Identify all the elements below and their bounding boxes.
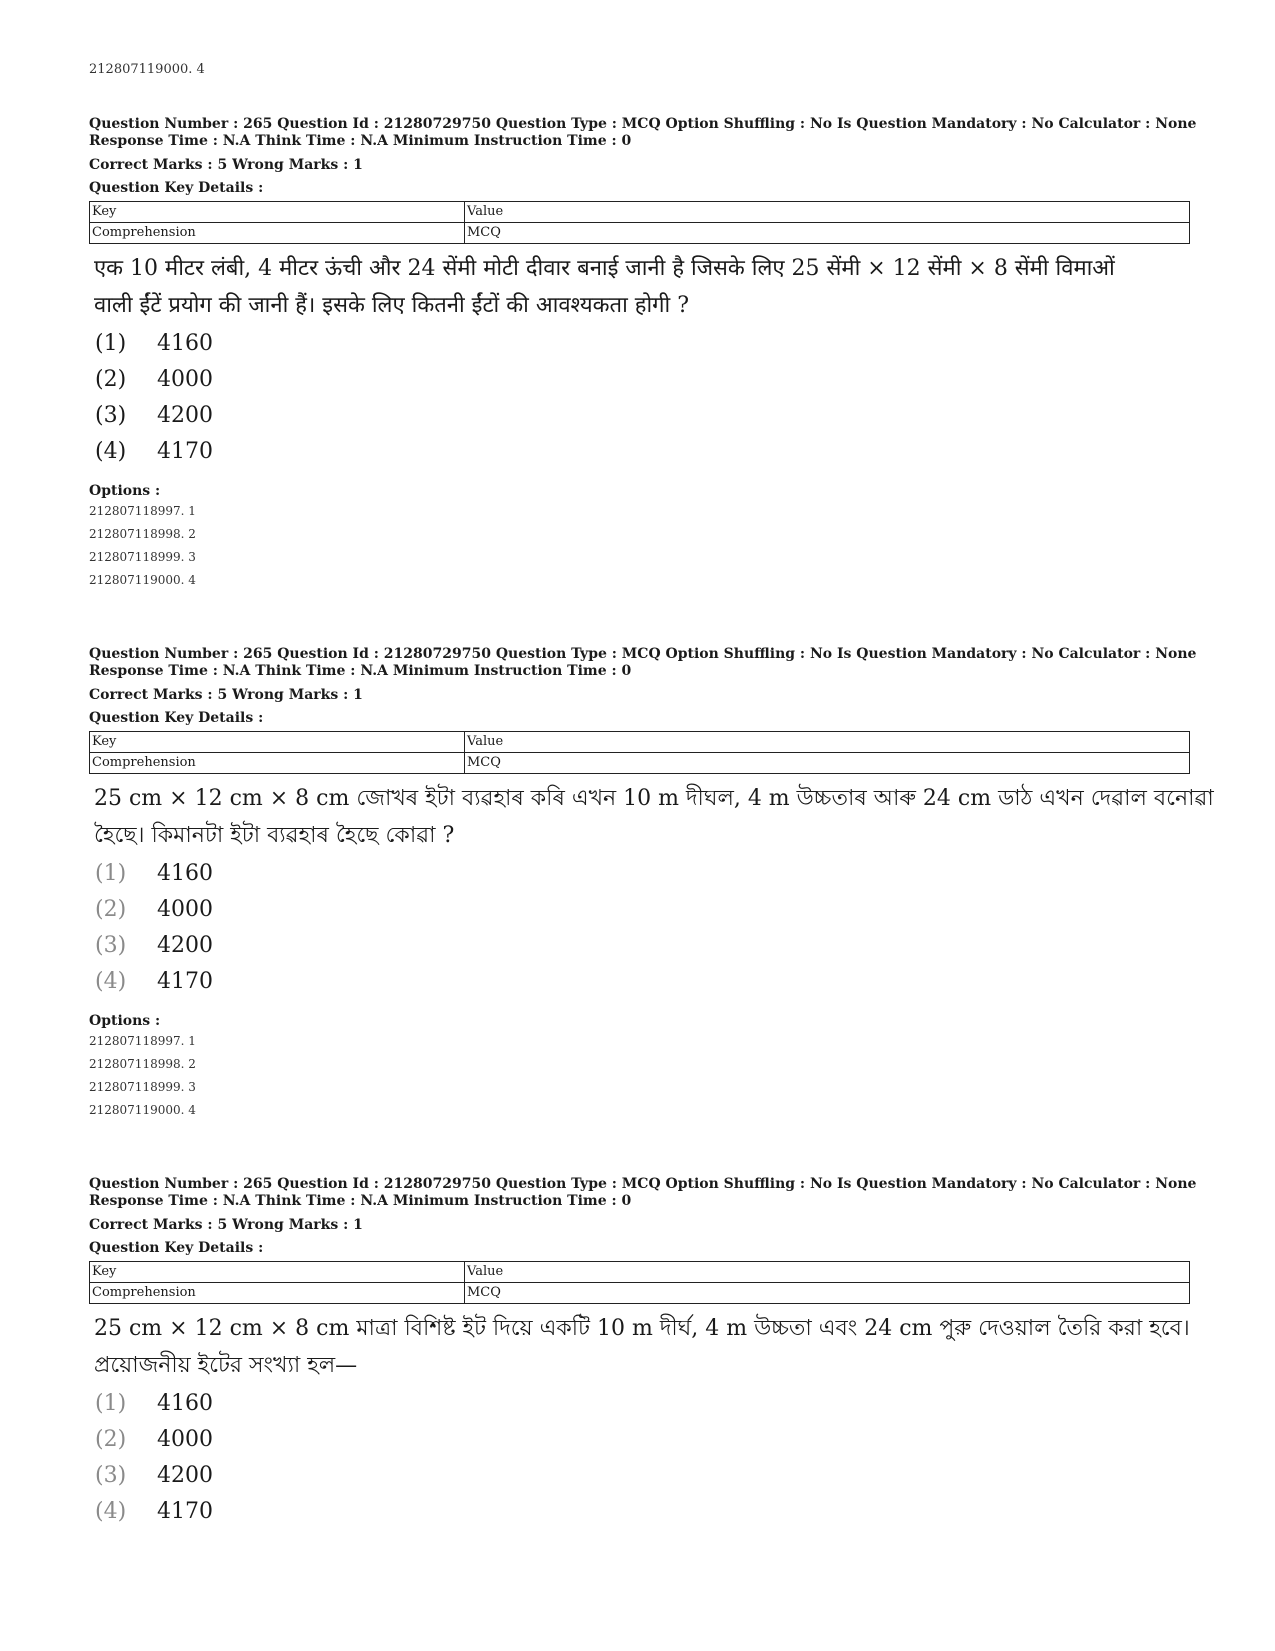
option-id: 212807118999. 3: [89, 1080, 196, 1094]
option-id-list: [89, 1030, 1189, 1122]
question-meta-line: Question Number : 265 Question Id : 21280729750 Question Type : MCQ Option Shuffling : No Is Question Mandatory : No Calculator : None: [89, 646, 1197, 662]
table-cell-key: Comprehension: [90, 753, 465, 774]
table-cell-value: MCQ: [465, 223, 1190, 244]
marks-line: Correct Marks : 5 Wrong Marks : 1: [89, 157, 363, 173]
answer-options: [89, 856, 1189, 1000]
option-value: 4160: [157, 861, 213, 886]
table-header-key: Key: [90, 732, 465, 753]
question-text: [89, 1310, 1194, 1384]
option-number: (3): [95, 933, 127, 958]
table-header-value: Value: [465, 732, 1190, 753]
question-text-line: एक 10 मीटर लंबी, 4 मीटर ऊंची और 24 सेंमी मोटी दीवार बनाई जानी है जिसके लिए 25 सेंमी × 12 सेंमी × 8 सेंमी विमाओं: [94, 256, 1115, 281]
option-id: 212807119000. 4: [89, 1103, 196, 1117]
table-row: [90, 753, 1190, 774]
question-timing-line: Response Time : N.A Think Time : N.A Minimum Instruction Time : 0: [89, 133, 632, 149]
answer-option-2: [95, 892, 1189, 928]
option-id-list: [89, 500, 1189, 592]
key-details-table: [89, 731, 1190, 774]
question-text-line: হৈছে। কিমানটা ইটা ব্যৱহাৰ হৈছে কোৱা ?: [94, 823, 455, 848]
key-details-table: [89, 201, 1190, 244]
answer-option-1: [95, 1386, 1189, 1422]
table-row: [90, 1283, 1190, 1304]
key-details-table: [89, 1261, 1190, 1304]
question-timing-line: Response Time : N.A Think Time : N.A Minimum Instruction Time : 0: [89, 663, 632, 679]
option-number: (1): [95, 861, 127, 886]
option-value: 4160: [157, 1391, 213, 1416]
answer-option-2: [95, 1422, 1189, 1458]
question-meta-line: Question Number : 265 Question Id : 21280729750 Question Type : MCQ Option Shuffling : No Is Question Mandatory : No Calculator : None: [89, 116, 1197, 132]
answer-options: [89, 326, 1189, 470]
option-number: (4): [95, 969, 127, 994]
option-value: 4200: [157, 403, 213, 428]
option-number: (4): [95, 1499, 127, 1524]
marks-line: Correct Marks : 5 Wrong Marks : 1: [89, 687, 363, 703]
key-details-label: Question Key Details :: [89, 710, 264, 726]
table-header-key: Key: [90, 1262, 465, 1283]
answer-option-4: [95, 434, 1189, 470]
options-label: Options :: [89, 1013, 161, 1029]
option-id: 212807118997. 1: [89, 504, 196, 518]
table-header-value: Value: [465, 202, 1190, 223]
question-text-line: প্রয়োজনীয় ইটের সংখ্যা হল—: [94, 1353, 358, 1378]
table-cell-key: Comprehension: [90, 1283, 465, 1304]
question-text-line: 25 cm × 12 cm × 8 cm জোখৰ ইটা ব্যৱহাৰ কৰি এখন 10 m দীঘল, 4 m উচ্চতাৰ আৰু 24 cm ডাঠ এখন দেৱাল বনোৱা: [94, 786, 1214, 811]
question-block-1: [89, 116, 1197, 592]
question-block-2: [89, 646, 1214, 1122]
answer-option-2: [95, 362, 1189, 398]
answer-options: [89, 1386, 1189, 1530]
question-block-3: [89, 1176, 1197, 1530]
option-number: (2): [95, 1427, 127, 1452]
option-value: 4000: [157, 1427, 213, 1452]
answer-option-1: [95, 856, 1189, 892]
option-id: 212807118997. 1: [89, 1034, 196, 1048]
table-header-row: [90, 732, 1190, 753]
option-number: (2): [95, 897, 127, 922]
option-number: (3): [95, 1463, 127, 1488]
option-id: 212807118999. 3: [89, 550, 196, 564]
page-reference: 212807119000. 4: [89, 62, 205, 77]
option-number: (1): [95, 331, 127, 356]
answer-option-1: [95, 326, 1189, 362]
option-id: 212807118998. 2: [89, 1057, 196, 1071]
option-value: 4000: [157, 367, 213, 392]
question-text-line: वाली ईंटें प्रयोग की जानी हैं। इसके लिए कितनी ईंटों की आवश्यकता होगी ?: [94, 293, 690, 318]
option-number: (3): [95, 403, 127, 428]
option-number: (1): [95, 1391, 127, 1416]
option-id: 212807119000. 4: [89, 573, 196, 587]
answer-option-3: [95, 1458, 1189, 1494]
table-row: [90, 223, 1190, 244]
table-header-value: Value: [465, 1262, 1190, 1283]
answer-option-4: [95, 1494, 1189, 1530]
table-cell-value: MCQ: [465, 753, 1190, 774]
option-value: 4200: [157, 1463, 213, 1488]
answer-option-3: [95, 398, 1189, 434]
answer-option-3: [95, 928, 1189, 964]
table-header-key: Key: [90, 202, 465, 223]
option-value: 4170: [157, 439, 213, 464]
option-value: 4170: [157, 969, 213, 994]
question-text-line: 25 cm × 12 cm × 8 cm মাত্রা বিশিষ্ট ইট দিয়ে একটি 10 m দীর্ঘ, 4 m উচ্চতা এবং 24 cm পুরু দেওয়াল তৈরি করা হবে।: [94, 1316, 1190, 1341]
option-number: (4): [95, 439, 127, 464]
table-header-row: [90, 202, 1190, 223]
answer-option-4: [95, 964, 1189, 1000]
option-id: 212807118998. 2: [89, 527, 196, 541]
question-timing-line: Response Time : N.A Think Time : N.A Minimum Instruction Time : 0: [89, 1193, 632, 1209]
table-header-row: [90, 1262, 1190, 1283]
option-value: 4170: [157, 1499, 213, 1524]
option-value: 4160: [157, 331, 213, 356]
key-details-label: Question Key Details :: [89, 180, 264, 196]
option-value: 4000: [157, 897, 213, 922]
table-cell-value: MCQ: [465, 1283, 1190, 1304]
option-number: (2): [95, 367, 127, 392]
table-cell-key: Comprehension: [90, 223, 465, 244]
option-value: 4200: [157, 933, 213, 958]
question-text: [89, 780, 1214, 854]
question-meta-line: Question Number : 265 Question Id : 21280729750 Question Type : MCQ Option Shuffling : No Is Question Mandatory : No Calculator : None: [89, 1176, 1197, 1192]
options-label: Options :: [89, 483, 161, 499]
marks-line: Correct Marks : 5 Wrong Marks : 1: [89, 1217, 363, 1233]
key-details-label: Question Key Details :: [89, 1240, 264, 1256]
question-text: [89, 250, 1194, 324]
